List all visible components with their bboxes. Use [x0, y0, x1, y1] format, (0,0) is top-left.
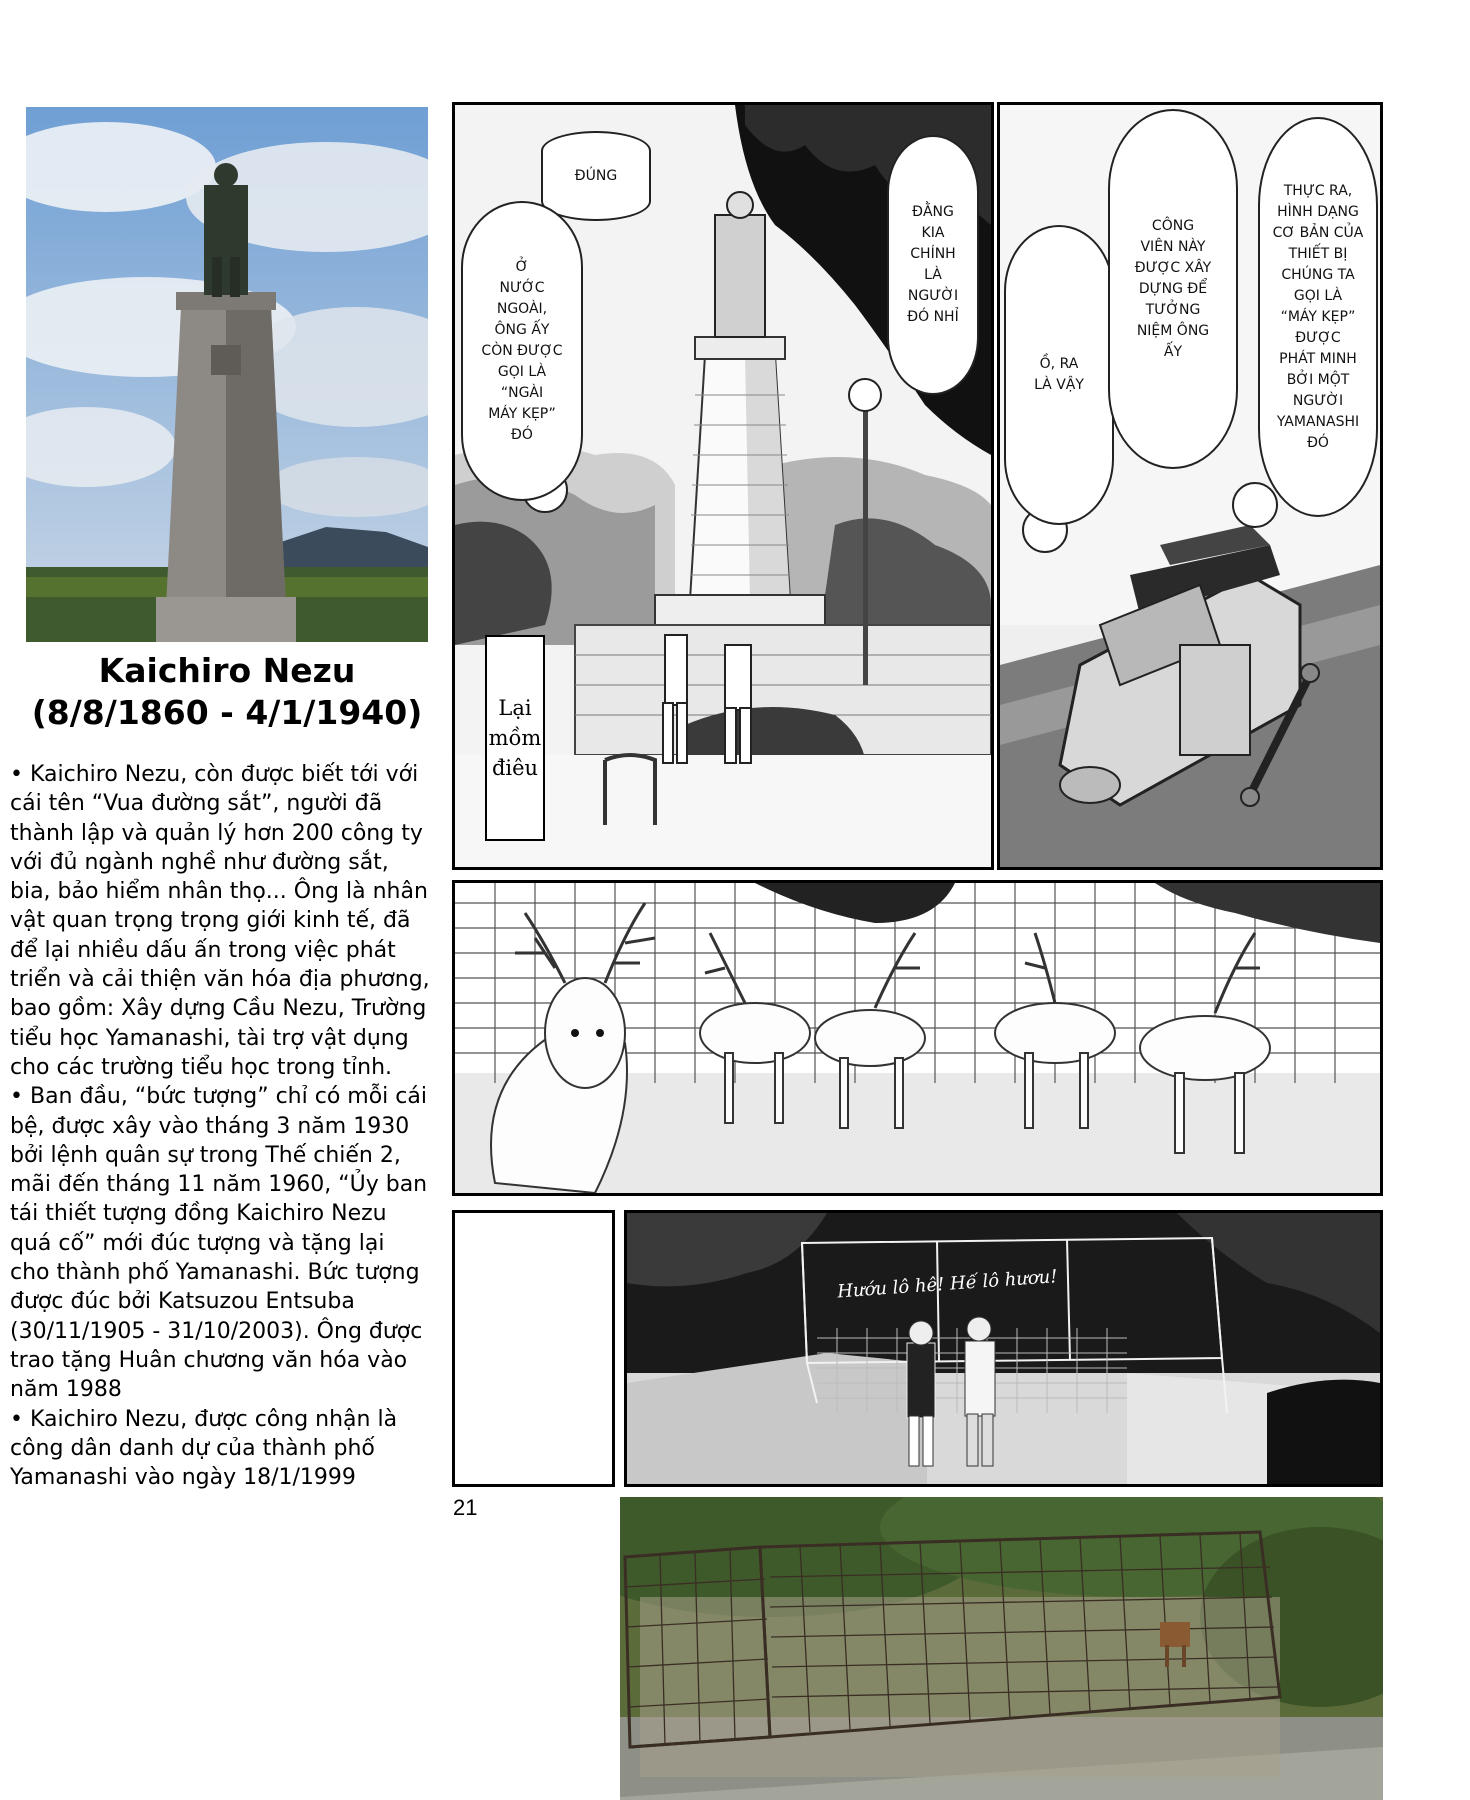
page-number: 21	[453, 1495, 478, 1520]
sidebar-body: • Kaichiro Nezu, còn được biết tới với cái tên “Vua đường sắt”, người đã thành lập và quản lý hơn 200 công ty với đủ ngành nghề như đường sắt, bia, bảo hiểm nhân thọ... Ông là nhân vật quan trọng trọng giới kinh tế, đã để lại nhiều dấu ấn trong việc phát triển và cải thiện văn hóa địa phương, bao gồm: Xây dựng Cầu Nezu, Trường tiểu học Yamanashi, tài trợ vật dụng cho các trường tiểu học trong tỉnh. • Ban đầu, “bức tượng” chỉ có mỗi cái bệ, được xây vào tháng 3 năm 1930 bởi lệnh quân sự trong Thế chiến 2, mãi đến tháng 11 năm 1960, “Ủy ban tái thiết tượng đồng Kaichiro Nezu quá cố” mới đúc tượng và tặng lại cho thành phố Yamanashi. Bức tượng được đúc bởi Katsuzou Entsuba (30/11/1905 - 31/10/2003). Ông được trao tặng Huân chương văn hóa vào năm 1988 • Kaichiro Nezu, được công nhận là công dân danh dự của thành phố Yamanashi vào ngày 18/1/1999	[10, 762, 430, 1491]
bubble-that-person: ĐẰNG KIA CHÍNH LÀ NGƯỜI ĐÓ NHỈ	[887, 135, 979, 395]
bubble-vise-origin: THỰC RA, HÌNH DẠNG CƠ BẢN CỦA THIẾT BỊ CHÚNG TA GỌI LÀ “MÁY KẸP” ĐƯỢC PHÁT MINH BỞI MỘT NGƯỜI YAMANASHI ĐÓ	[1258, 117, 1378, 517]
panel-vise	[997, 102, 1383, 870]
sidebar-title: Kaichiro Nezu	[98, 651, 356, 690]
panel-enclosure	[624, 1210, 1383, 1487]
narration-box: Lại mồm điêu	[485, 635, 545, 841]
sfx-text: Hướu lô hê! Hế lô hươu!	[836, 1266, 1059, 1303]
bubble-oh: Ồ, RA LÀ VẬY	[1004, 225, 1114, 525]
enclosure-photo	[620, 1497, 1383, 1800]
panel-deer	[452, 880, 1383, 1196]
bubble-park: CÔNG VIÊN NÀY ĐƯỢC XÂY DỰNG ĐỂ TƯỞNG NIỆM ÔNG ẤY	[1108, 109, 1238, 469]
sidebar-dates: (8/8/1860 - 4/1/1940)	[31, 693, 423, 732]
statue-photo	[26, 107, 428, 642]
bubble-abroad: Ở NƯỚC NGOÀI, ÔNG ẤY CÒN ĐƯỢC GỌI LÀ “NGÀI MÁY KẸP” ĐÓ	[461, 201, 583, 501]
panel-statue	[452, 102, 994, 870]
bubble-dung: ĐÚNG	[541, 131, 651, 221]
panel-blank	[452, 1210, 615, 1487]
